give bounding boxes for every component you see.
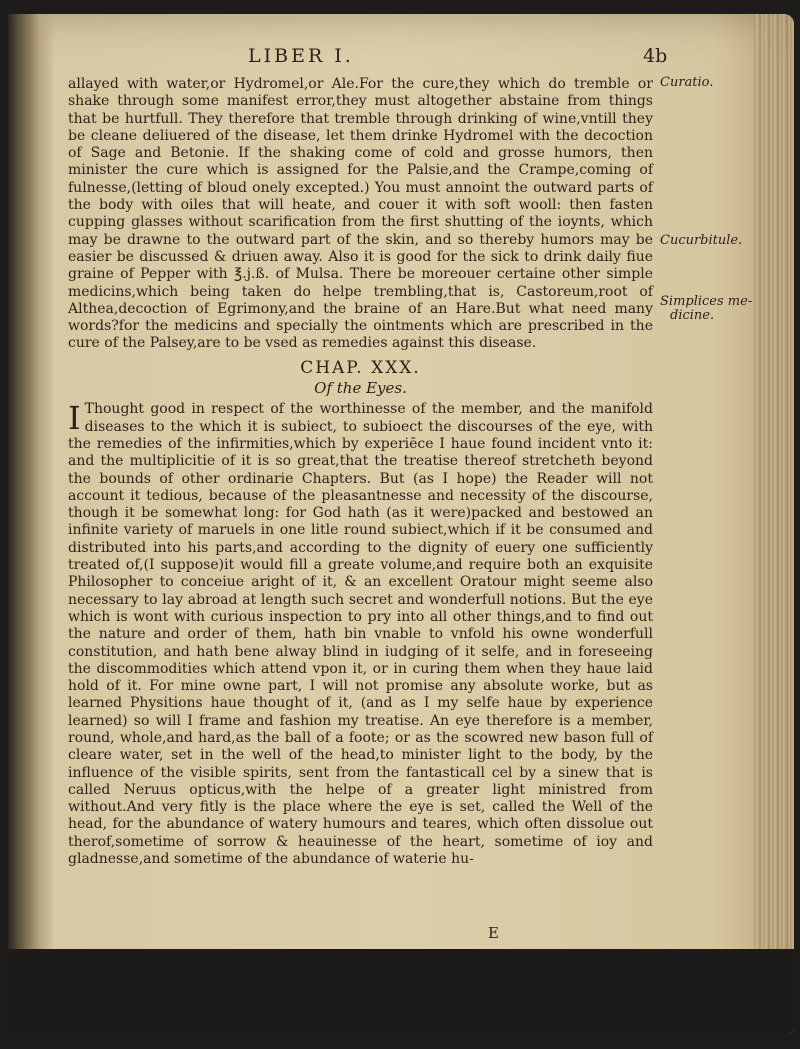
paragraph-eyes-text: Thought good in respect of the worthinesse of the member, and the manifold diseases to the which it is subiect, to subioect the discourses of the eye, with the remedies of the infirmities,which by experiēce I haue found incident vnto it: and the multiplicitie of it is so great,that the treatise thereof stretcheth beyond the bounds of other ordinarie Chapters. But (as I hope) the Reader will not account it tedious, because of the pleasantnesse and necessity of the discourse, though it be somewhat long: for God hath (as it were)packed and bestowed an infinite variety of maruels in one litle round subiect,which if it be consumed and distributed into his parts,and according to the dignity of euery one sufficiently treated of,(I suppose)it would fill a greate volume,and require both an exquisite Philosopher to conceiue aright of it, & an excellent Oratour might seeme also necessary to lay abroad at length such secret and wonderfull notions. But the eye which is wont with curious inspection to pry into all other things,and to find out the nature and order of them, hath bin vnable to vnfold his owne wonderfull constitution, and hath bene alway blind in iudging of it selfe, and in foreseeing the discommodities which attend vpon it, or in curing them when they haue laid hold of it. For mine owne part, I will not promise any absolute worke, but as learned Physitions haue thought of it, (and as I my selfe haue by experience learned) so will I frame and fashion my treatise. An eye therefore is a member, round, whole,and hard,as the ball of a foote; or as the scowred new bason full of cleare water, set in the well of the head,to minister light to the body, by the influence of the visible spirits, sent from the fantasticall cel by a sinew that is called Neruus opticus,with the helpe of a greater light ministred from without.And very fitly is the place where the eye is set, called the Well of the head, for the abundance of watery humours and teares, which often dissolue out therof,sometime of sorrow & heauinesse of the heart, sometime of ioy and gladnesse,and sometime of the abundance of waterie hu- [68, 401, 653, 868]
background-below-page [8, 949, 794, 1034]
book-page [8, 14, 794, 1034]
margin-note-medicine: dicine. [670, 308, 715, 323]
margin-note-simplices: Simplices me- [660, 294, 753, 309]
text-block [68, 76, 653, 868]
paragraph-eyes [68, 401, 653, 868]
page-edges [754, 14, 794, 1034]
paragraph-palsy-cure: allayed with water,or Hydromel,or Ale.For the cure,they which do tremble or shake through some manifest error,they must altogether abstaine from things that be hurtfull. They therefore that tremble through drinking of wine,vntill they be cleane deliuered of the disease, let them drinke Hydromel with the decoction of Sage and Betonie. If the shaking come of cold and grosse humors, then minister the cure which is assigned for the Palsie,and the Crampe,coming of fulnesse,(letting of bloud onely excepted.) You must annoint the outward parts of the body with oiles that will heate, and couer it with soft wooll: then fasten cupping glasses without scarification from the first shutting of the ioynts, which may be drawne to the outward part of the skin, and so thereby humors may be easier be discussed & driuen away. Also it is good for the sick to drink daily fiue graine of Pepper with ℥.j.ß. of Mulsa. There be moreouer certaine other simple medicins,which being taken do helpe trembling,that is, Castoreum,root of Althea,decoction of Egrimony,and the braine of an Hare.But what need many words?for the medicins and specially the ointments which are prescribed in the cure of the Palsey,are to be vsed as remedies against this disease. [68, 76, 653, 352]
binding-shadow [8, 14, 54, 1034]
chapter-heading: CHAP. XXX. [300, 357, 421, 378]
book-title: LIBER I. [248, 45, 354, 67]
margin-note-cucurbitule: Cucurbitule. [660, 233, 743, 248]
margin-note-curatio: Curatio. [660, 75, 714, 90]
chapter-subtitle: Of the Eyes. [314, 379, 407, 398]
drop-cap: I [68, 399, 81, 438]
signature-mark: E [488, 924, 499, 942]
running-head [8, 45, 794, 69]
folio-number: 4b [643, 45, 668, 67]
